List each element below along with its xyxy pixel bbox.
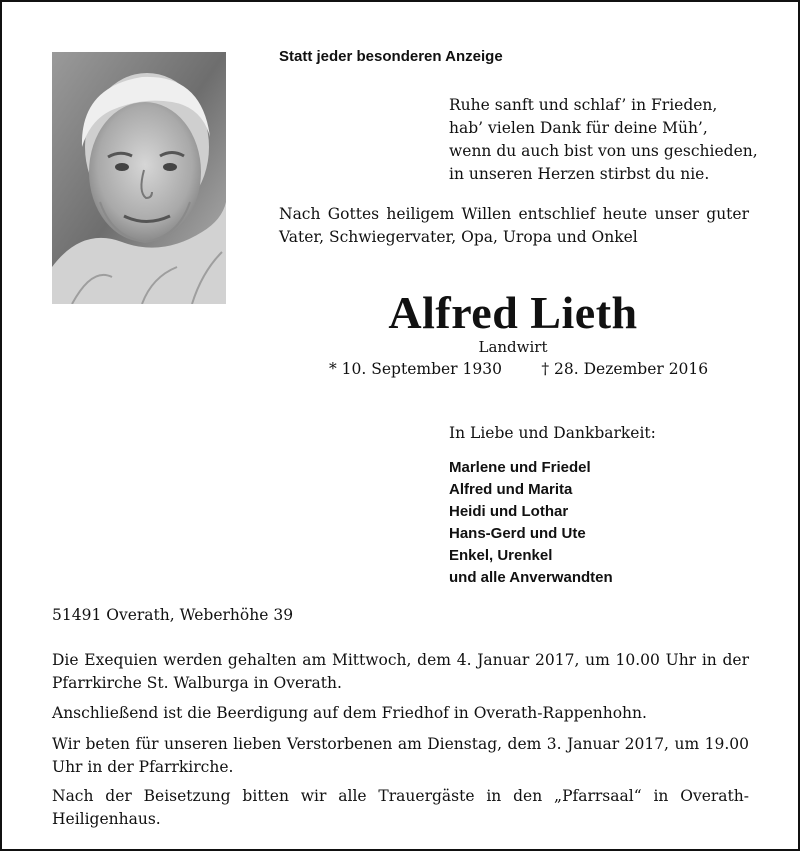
family-member: Marlene und Friedel <box>449 459 591 476</box>
funeral-mass-info: Die Exequien werden gehalten am Mittwoch, dem 4. Januar 2017, um 10.00 Uhr in der Pfarrkirche St. Walburga in Overath. <box>52 651 749 692</box>
poem-line: wenn du auch bist von uns geschieden, <box>449 142 758 160</box>
burial-info: Anschließend ist die Beerdigung auf dem Friedhof in Overath-Rappenhohn. <box>52 704 647 722</box>
notice-heading: Statt jeder besonderen Anzeige <box>279 48 503 65</box>
address: 51491 Overath, Weberhöhe 39 <box>52 606 294 624</box>
deceased-name: Alfred Lieth <box>388 287 638 338</box>
death-date: † 28. Dezember 2016 <box>541 360 709 378</box>
family-member: und alle Anverwandten <box>449 569 613 586</box>
prayer-info: Wir beten für unseren lieben Verstorbenen am Dienstag, dem 3. Januar 2017, um 19.00 Uhr in der Pfarrkirche. <box>52 735 749 776</box>
family-member: Alfred und Marita <box>449 481 573 498</box>
family-list <box>449 457 613 589</box>
occupation: Landwirt <box>478 338 548 356</box>
family-member: Hans-Gerd und Ute <box>449 525 586 542</box>
poem <box>449 94 758 186</box>
thanks-line: In Liebe und Dankbarkeit: <box>449 424 656 442</box>
family-member: Heidi und Lothar <box>449 503 569 520</box>
portrait-photo <box>52 52 226 304</box>
poem-line: Ruhe sanft und schlaf’ in Frieden, <box>449 96 718 114</box>
intro-text: Nach Gottes heiligem Willen entschlief heute unser guter Vater, Schwiegervater, Opa, Uropa und Onkel <box>279 205 749 246</box>
poem-line: in unseren Herzen stirbst du nie. <box>449 165 710 183</box>
reception-info: Nach der Beisetzung bitten wir alle Trauergäste in den „Pfarrsaal“ in Overath-Heiligenhaus. <box>52 787 749 828</box>
poem-line: hab’ vielen Dank für deine Müh’, <box>449 119 708 137</box>
family-member: Enkel, Urenkel <box>449 547 553 564</box>
life-dates <box>329 360 708 378</box>
birth-date: * 10. September 1930 <box>329 360 502 378</box>
